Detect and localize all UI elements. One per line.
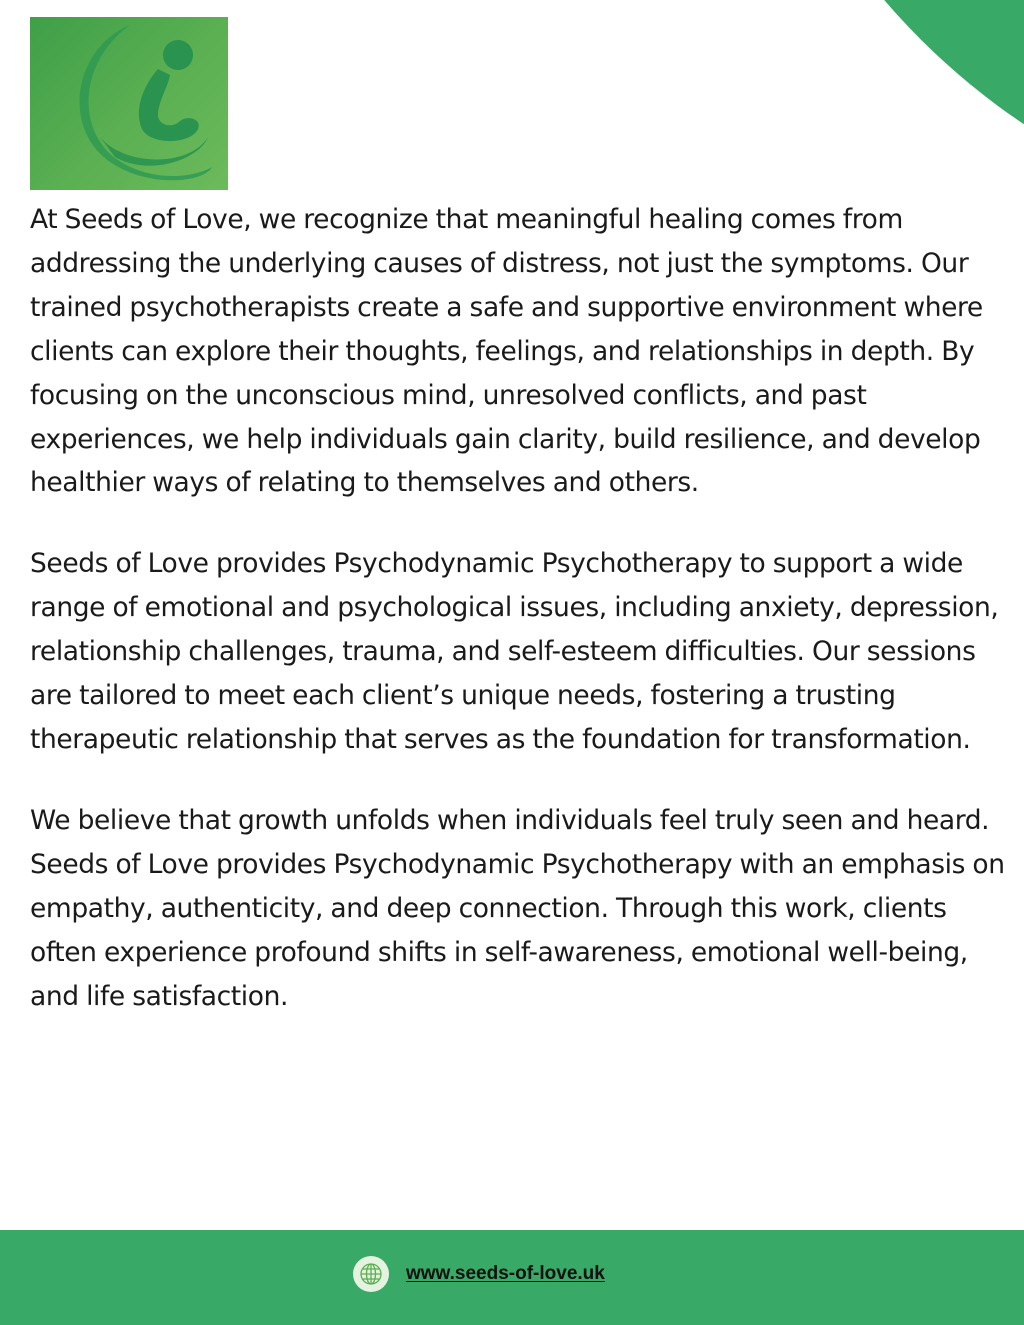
seeds-of-love-logo [30,17,228,190]
footer-website-group [353,1256,605,1292]
globe-icon [353,1256,389,1292]
paragraph-services: Seeds of Love provides Psychodynamic Psychotherapy to support a wide range of emotional and psychological issues, including anxiety, depression, relationship challenges, trauma, and self-esteem difficulties. Our sessions are tailored to meet each client’s unique needs, fostering a trusting therapeutic relationship that serves as the foundation for transformation. [30,548,999,755]
body-content [30,198,1005,1055]
paragraph-intro: At Seeds of Love, we recognize that meaningful healing comes from addressing the underlying causes of distress, not just the symptoms. Our trained psychotherapists create a safe and supportive environment where clients can explore their thoughts, feelings, and relationships in depth. By focusing on the unconscious mind, unresolved conflicts, and past experiences, we help individuals gain clarity, build resilience, and develop healthier ways of relating to themselves and others. [30,204,983,499]
website-link[interactable]: www.seeds-of-love.uk [406,1263,605,1284]
footer [0,1230,1024,1325]
paragraph-growth: We believe that growth unfolds when individuals feel truly seen and heard. Seeds of Love provides Psychodynamic Psychotherapy with an emphasis on empathy, authenticity, and deep connection. Through this work, clients often experience profound shifts in self-awareness, emotional well-being, and life satisfaction. [30,804,1005,1012]
